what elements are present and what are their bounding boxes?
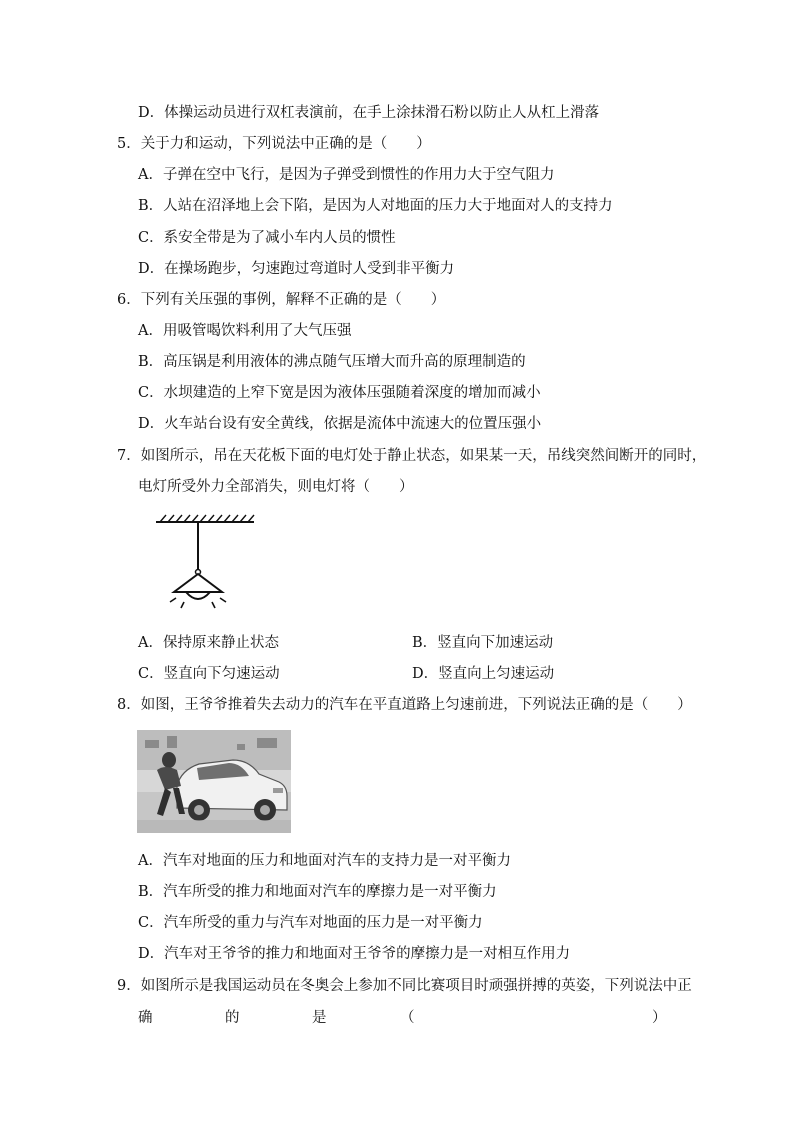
- q9-close-paren: ）: [652, 1010, 667, 1026]
- q7-option-d: D．竖直向上匀速运动: [412, 666, 555, 682]
- q6-option-b: B．高压锅是利用液体的沸点随气压增大而升高的原理制造的: [138, 354, 526, 370]
- q5-stem: 5．关于力和运动，下列说法中正确的是（ ）: [117, 136, 431, 152]
- q6-stem: 6．下列有关压强的事例，解释不正确的是（ ）: [117, 292, 446, 308]
- q8-option-c: C．汽车所受的重力与汽车对地面的压力是一对平衡力: [138, 915, 483, 931]
- q9-word-2: 的: [225, 1010, 240, 1026]
- q7-option-b: B．竖直向下加速运动: [412, 635, 554, 651]
- q9-word-3: 是: [312, 1010, 327, 1026]
- q6-option-d: D．火车站台设有安全黄线，依据是流体中流速大的位置压强小: [138, 416, 542, 432]
- q5-option-b: B．人站在沼泽地上会下陷，是因为人对地面的压力大于地面对人的支持力: [138, 198, 613, 214]
- q8-stem: 8．如图，王爷爷推着失去动力的汽车在平直道路上匀速前进，下列说法正确的是（ ）: [117, 697, 692, 713]
- q7-stem-line1: 7．如图所示，吊在天花板下面的电灯处于静止状态，如果某一天，吊线突然间断开的同时，: [117, 448, 707, 464]
- q9-word-1: 确: [138, 1010, 153, 1026]
- hanging-lamp-figure: [150, 512, 260, 612]
- q8-option-d: D．汽车对王爷爷的推力和地面对王爷爷的摩擦力是一对相互作用力: [138, 946, 571, 962]
- q9-open-paren: （: [400, 1010, 415, 1026]
- q4-option-d: D．体操运动员进行双杠表演前，在手上涂抹滑石粉以防止人从杠上滑落: [138, 105, 600, 121]
- q8-option-b: B．汽车所受的推力和地面对汽车的摩擦力是一对平衡力: [138, 884, 497, 900]
- q5-option-d: D．在操场跑步，匀速跑过弯道时人受到非平衡力: [138, 261, 455, 277]
- q8-option-a: A．汽车对地面的压力和地面对汽车的支持力是一对平衡力: [138, 853, 511, 869]
- q9-stem-line1: 9．如图所示是我国运动员在冬奥会上参加不同比赛项目时顽强拼搏的英姿，下列说法中正: [117, 978, 692, 994]
- q5-option-c: C．系安全带是为了减小车内人员的惯性: [138, 230, 396, 246]
- car-push-photo: [137, 730, 291, 833]
- q7-stem-line2: 电灯所受外力全部消失，则电灯将（ ）: [138, 479, 414, 495]
- q7-option-a: A．保持原来静止状态: [138, 635, 279, 651]
- q6-option-c: C．水坝建造的上窄下宽是因为液体压强随着深度的增加而减小: [138, 385, 541, 401]
- q7-option-c: C．竖直向下匀速运动: [138, 666, 280, 682]
- q6-option-a: A．用吸管喝饮料利用了大气压强: [138, 323, 352, 339]
- q5-option-a: A．子弹在空中飞行，是因为子弹受到惯性的作用力大于空气阻力: [138, 167, 555, 183]
